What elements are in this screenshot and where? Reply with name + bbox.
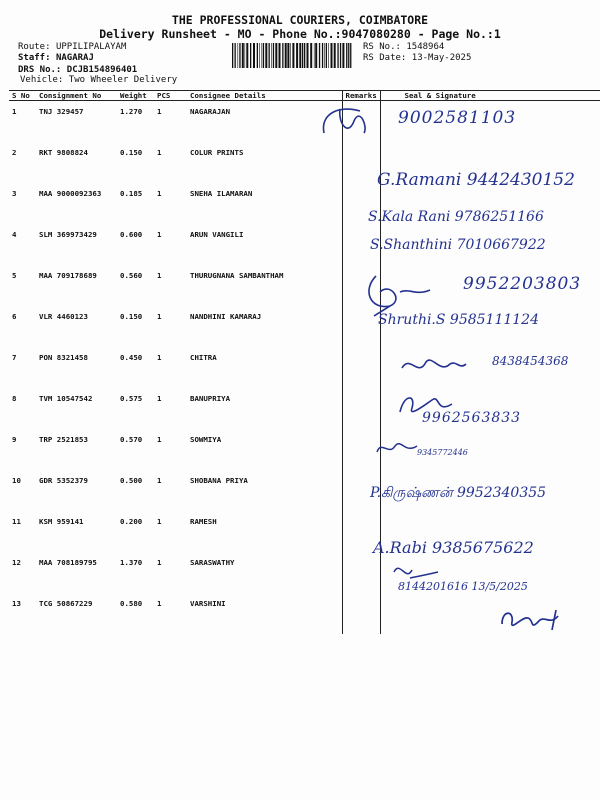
rs-no-value: 1548964 bbox=[406, 42, 445, 52]
cell-sno: 1 bbox=[12, 107, 17, 116]
col-sno: S No bbox=[9, 91, 36, 101]
cell-weight: 0.150 bbox=[120, 148, 143, 157]
cell-pcs: 1 bbox=[157, 517, 162, 526]
route-label: Route: bbox=[18, 42, 51, 52]
barcode-bar bbox=[342, 43, 344, 68]
cell-weight: 1.370 bbox=[120, 558, 143, 567]
cell-remarks bbox=[342, 347, 380, 388]
cell-weight: 1.270 bbox=[120, 107, 143, 116]
barcode-bar bbox=[246, 43, 248, 68]
cell-pcs: 1 bbox=[157, 107, 162, 116]
cell-remarks bbox=[342, 593, 380, 634]
cell-pcs: 1 bbox=[157, 353, 162, 362]
cell-sno: 9 bbox=[12, 435, 17, 444]
cell-consignment: TRP 2521853 bbox=[39, 435, 88, 444]
cell-weight: 0.575 bbox=[120, 394, 143, 403]
col-pcs: PCS bbox=[154, 91, 187, 101]
cell-consignment: KSM 959141 bbox=[39, 517, 84, 526]
cell-sno: 10 bbox=[12, 476, 21, 485]
rs-no-label: RS No.: bbox=[363, 42, 401, 52]
cell-consignee: THURUGNANA SAMBANTHAM bbox=[190, 271, 284, 280]
rs-date-value: 13-May-2025 bbox=[411, 53, 472, 63]
barcode-bar bbox=[302, 43, 303, 68]
cell-pcs: 1 bbox=[157, 148, 162, 157]
signature-1-text: 9002581103 bbox=[398, 108, 517, 128]
col-signature: Seal & Signature bbox=[380, 91, 600, 101]
route-line bbox=[18, 42, 126, 53]
cell-sno: 3 bbox=[12, 189, 17, 198]
barcode-bar bbox=[282, 43, 283, 68]
cell-consignment: PON 8321458 bbox=[39, 353, 88, 362]
cell-pcs: 1 bbox=[157, 394, 162, 403]
cell-consignment: TVM 10547542 bbox=[39, 394, 93, 403]
cell-remarks bbox=[342, 552, 380, 593]
staff-line bbox=[18, 53, 94, 64]
cell-consignee: VARSHINI bbox=[190, 599, 226, 608]
barcode-bar bbox=[307, 43, 309, 68]
barcode-bar bbox=[273, 43, 274, 68]
cell-pcs: 1 bbox=[157, 599, 162, 608]
cell-sno: 13 bbox=[12, 599, 21, 608]
cell-consignee: RAMESH bbox=[190, 517, 217, 526]
barcode-bar bbox=[292, 43, 294, 68]
barcode-bar bbox=[263, 43, 264, 68]
cell-consignment: MAA 709178689 bbox=[39, 271, 97, 280]
col-weight: Weight bbox=[117, 91, 154, 101]
cell-sno: 6 bbox=[12, 312, 17, 321]
cell-consignee: ARUN VANGILI bbox=[190, 230, 244, 239]
cell-consignee: COLUR PRINTS bbox=[190, 148, 244, 157]
cell-consignee: SARASWATHY bbox=[190, 558, 235, 567]
barcode-bar bbox=[310, 43, 312, 68]
cell-sno: 7 bbox=[12, 353, 17, 362]
cell-consignee: SOWMIYA bbox=[190, 435, 222, 444]
barcode-bar bbox=[319, 43, 320, 68]
cell-pcs: 1 bbox=[157, 435, 162, 444]
barcode bbox=[232, 43, 354, 68]
barcode-bar bbox=[232, 43, 233, 68]
signature-5-text: 9952203803 bbox=[463, 274, 582, 294]
barcode-bar bbox=[348, 43, 349, 68]
rs-no-line bbox=[363, 42, 444, 53]
signature-scribble-1 bbox=[320, 103, 410, 143]
barcode-bar bbox=[340, 43, 341, 68]
barcode-bar bbox=[324, 43, 325, 68]
barcode-bar bbox=[334, 43, 336, 68]
cell-consignee: NAGARAJAN bbox=[190, 107, 231, 116]
cell-weight: 0.200 bbox=[120, 517, 143, 526]
cell-weight: 0.150 bbox=[120, 312, 143, 321]
cell-sno: 8 bbox=[12, 394, 17, 403]
barcode-bar bbox=[242, 43, 244, 68]
cell-weight: 0.580 bbox=[120, 599, 143, 608]
col-consignment: Consignment No bbox=[36, 91, 117, 101]
signature-4b: S.Shanthini 7010667922 bbox=[370, 237, 546, 253]
cell-consignment: MAA 708189795 bbox=[39, 558, 97, 567]
cell-consignment: MAA 9000092363 bbox=[39, 189, 102, 198]
cell-pcs: 1 bbox=[157, 230, 162, 239]
signature-3: G.Ramani 9442430152 bbox=[377, 170, 575, 190]
col-remarks: Remarks bbox=[342, 91, 380, 101]
barcode-bar bbox=[346, 43, 347, 68]
rs-date-line bbox=[363, 53, 471, 64]
barcode-bar bbox=[337, 43, 338, 68]
barcode-bar bbox=[331, 43, 333, 68]
cell-sno: 4 bbox=[12, 230, 17, 239]
signature-scribble-13 bbox=[498, 606, 568, 636]
col-consignee: Consignee Details bbox=[187, 91, 342, 101]
barcode-bar bbox=[326, 43, 327, 68]
cell-consignment: RKT 9808824 bbox=[39, 148, 88, 157]
cell-pcs: 1 bbox=[157, 312, 162, 321]
barcode-bar bbox=[250, 43, 251, 68]
cell-weight: 0.570 bbox=[120, 435, 143, 444]
cell-weight: 0.560 bbox=[120, 271, 143, 280]
table-row bbox=[9, 429, 600, 470]
signature-4a: S.Kala Rani 9786251166 bbox=[368, 209, 544, 225]
signature-10: P.கிருஷ்ணன் 9952340355 bbox=[370, 485, 547, 501]
cell-sno: 5 bbox=[12, 271, 17, 280]
cell-sno: 2 bbox=[12, 148, 17, 157]
barcode-bar bbox=[253, 43, 255, 68]
barcode-bar bbox=[257, 43, 258, 68]
barcode-bar bbox=[315, 43, 317, 68]
barcode-bar bbox=[238, 43, 239, 68]
staff-label: Staff: bbox=[18, 53, 51, 63]
company-title: THE PROFESSIONAL COURIERS, COIMBATORE bbox=[171, 13, 429, 27]
barcode-bar bbox=[275, 43, 277, 68]
vehicle-line bbox=[20, 75, 177, 86]
cell-remarks bbox=[342, 142, 380, 183]
barcode-bar bbox=[287, 43, 289, 68]
barcode-bar bbox=[245, 43, 246, 68]
vehicle-label: Vehicle: bbox=[20, 75, 64, 85]
cell-weight: 0.600 bbox=[120, 230, 143, 239]
vehicle-value: Two Wheeler Delivery bbox=[68, 75, 178, 85]
cell-weight: 0.450 bbox=[120, 353, 143, 362]
barcode-bar bbox=[265, 43, 267, 68]
barcode-bar bbox=[299, 43, 301, 68]
barcode-bar bbox=[239, 43, 240, 68]
cell-weight: 0.500 bbox=[120, 476, 143, 485]
signature-7-text: 8438454368 bbox=[492, 354, 569, 368]
cell-consignment: TNJ 329457 bbox=[39, 107, 84, 116]
barcode-bar bbox=[271, 43, 272, 68]
cell-weight: 0.185 bbox=[120, 189, 143, 198]
route-value: UPPILIPALAYAM bbox=[55, 42, 127, 52]
barcode-bar bbox=[328, 43, 329, 68]
signature-6: Shruthi.S 9585111124 bbox=[378, 312, 539, 328]
cell-sno: 12 bbox=[12, 558, 21, 567]
barcode-bar bbox=[235, 43, 236, 68]
signature-8-text: 9962563833 bbox=[422, 410, 522, 426]
signature-scribble-7 bbox=[400, 352, 470, 382]
cell-consignment: VLR 4460123 bbox=[39, 312, 88, 321]
drs-label: DRS No.: bbox=[18, 65, 62, 75]
barcode-bar bbox=[269, 43, 270, 68]
runsheet-subtitle: Delivery Runsheet - MO - Phone No.:9047080280 - Page No.:1 bbox=[99, 27, 501, 41]
cell-remarks bbox=[342, 388, 380, 429]
barcode-bar bbox=[259, 43, 260, 68]
barcode-bar bbox=[304, 43, 305, 68]
barcode-bar bbox=[296, 43, 298, 68]
staff-value: NAGARAJ bbox=[55, 53, 94, 63]
barcode-bar bbox=[314, 43, 315, 68]
cell-consignment: TCG 50867229 bbox=[39, 599, 93, 608]
cell-pcs: 1 bbox=[157, 558, 162, 567]
cell-pcs: 1 bbox=[157, 189, 162, 198]
cell-consignee: SHOBANA PRIYA bbox=[190, 476, 248, 485]
cell-consignee: SNEHA ILAMARAN bbox=[190, 189, 253, 198]
cell-pcs: 1 bbox=[157, 476, 162, 485]
barcode-bar bbox=[262, 43, 263, 68]
drs-value: DCJB154896401 bbox=[66, 65, 138, 75]
cell-sno: 11 bbox=[12, 517, 21, 526]
cell-consignee: CHITRA bbox=[190, 353, 217, 362]
barcode-bar bbox=[350, 43, 351, 68]
cell-consignee: BANUPRIYA bbox=[190, 394, 231, 403]
barcode-bar bbox=[322, 43, 323, 68]
cell-consignee: NANDHINI KAMARAJ bbox=[190, 312, 262, 321]
signature-9-text: 9345772446 bbox=[417, 448, 468, 457]
barcode-bar bbox=[285, 43, 287, 68]
cell-consignment: GDR 5352379 bbox=[39, 476, 88, 485]
cell-consignment: SLM 369973429 bbox=[39, 230, 97, 239]
rs-date-label: RS Date: bbox=[363, 53, 407, 63]
barcode-bar bbox=[290, 43, 291, 68]
signature-11: A.Rabi 9385675622 bbox=[373, 538, 534, 557]
cell-pcs: 1 bbox=[157, 271, 162, 280]
signature-12-text: 8144201616 13/5/2025 bbox=[398, 580, 528, 593]
barcode-bar bbox=[279, 43, 281, 68]
table-header-row bbox=[9, 91, 600, 101]
